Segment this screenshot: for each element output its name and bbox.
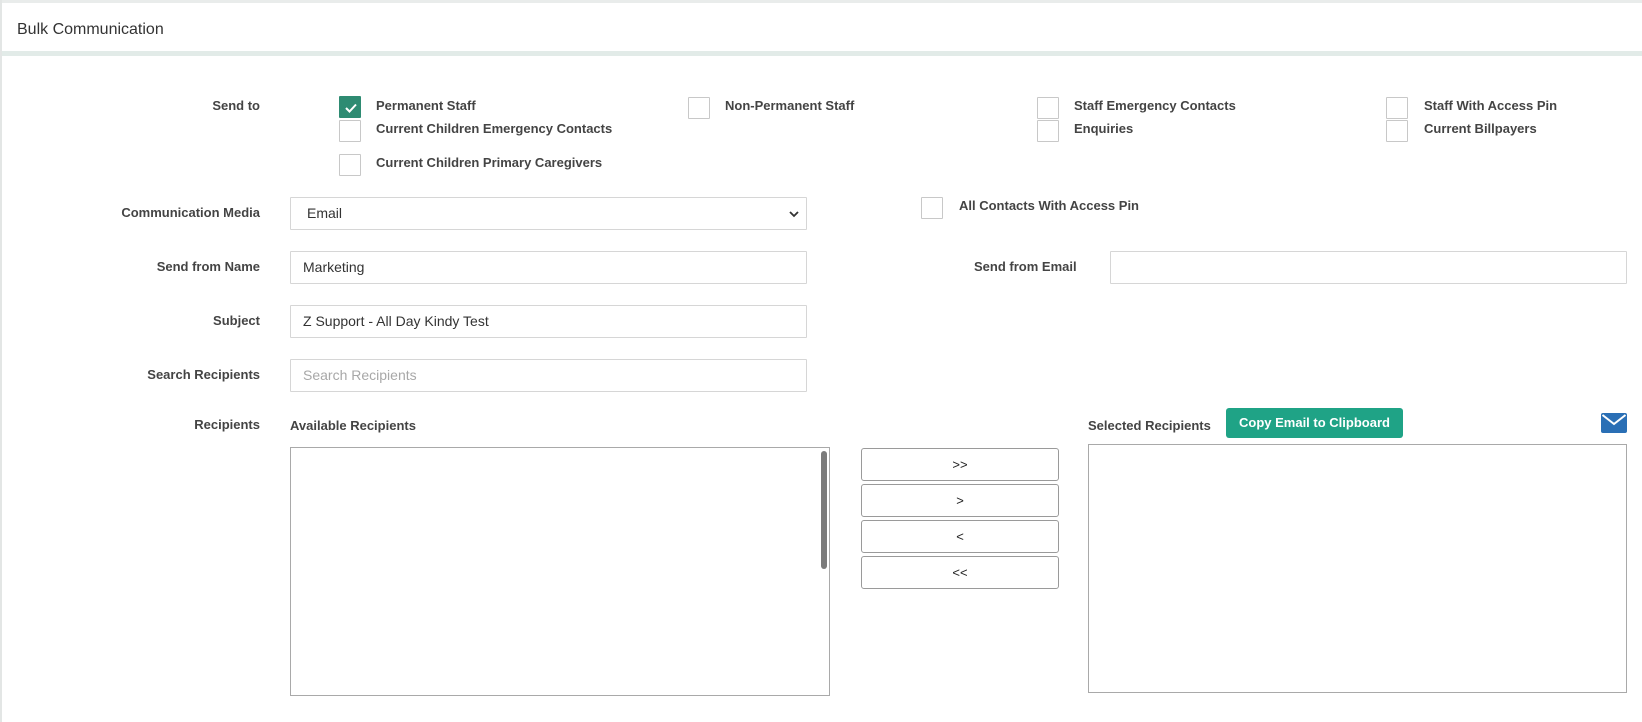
all-contacts-with-access-pin-checkbox[interactable] — [921, 197, 943, 219]
send-from-email-label: Send from Email — [974, 259, 1077, 274]
send-to-label: Send to — [212, 98, 260, 113]
non-permanent-staff-checkbox[interactable] — [688, 97, 710, 119]
enquiries-checkbox[interactable] — [1037, 120, 1059, 142]
chevron-down-icon — [788, 208, 800, 220]
move-all-left-button[interactable]: << — [861, 556, 1059, 589]
search-recipients-input[interactable]: Search Recipients — [290, 359, 807, 392]
communication-media-select[interactable] — [290, 197, 807, 230]
left-border — [0, 0, 2, 722]
current-children-primary-caregivers-label: Current Children Primary Caregivers — [376, 155, 603, 170]
selected-recipients-label: Selected Recipients — [1088, 418, 1211, 433]
permanent-staff-label: Permanent Staff — [376, 98, 476, 113]
current-children-primary-caregivers-checkbox[interactable] — [339, 154, 361, 176]
all-contacts-with-access-pin-label: All Contacts With Access Pin — [959, 198, 1139, 213]
permanent-staff-checkbox[interactable] — [339, 96, 361, 118]
communication-media-value: Email — [307, 205, 343, 221]
copy-email-to-clipboard-button[interactable]: Copy Email to Clipboard — [1226, 408, 1403, 438]
send-from-name-label: Send from Name — [156, 259, 260, 274]
selected-recipients-list[interactable] — [1088, 444, 1627, 693]
communication-media-label: Communication Media — [121, 205, 260, 220]
recipients-label: Recipients — [194, 417, 260, 432]
current-billpayers-checkbox[interactable] — [1386, 120, 1408, 142]
current-children-emergency-contacts-label: Current Children Emergency Contacts — [376, 121, 613, 136]
page-header — [2, 3, 1642, 56]
available-recipients-list[interactable] — [290, 447, 830, 696]
search-recipients-label: Search Recipients — [147, 367, 260, 382]
enquiries-label: Enquiries — [1074, 121, 1134, 136]
staff-with-access-pin-checkbox[interactable] — [1386, 97, 1408, 119]
current-billpayers-label: Current Billpayers — [1424, 121, 1537, 136]
staff-emergency-contacts-label: Staff Emergency Contacts — [1074, 98, 1236, 113]
scrollbar-thumb[interactable] — [821, 451, 827, 569]
staff-with-access-pin-label: Staff With Access Pin — [1424, 98, 1558, 113]
subject-label: Subject — [213, 313, 260, 328]
send-from-name-input[interactable]: Marketing — [290, 251, 807, 284]
checkmark-icon — [344, 101, 358, 115]
staff-emergency-contacts-checkbox[interactable] — [1037, 97, 1059, 119]
envelope-icon[interactable] — [1601, 413, 1627, 433]
page-title: Bulk Communication — [17, 21, 164, 38]
non-permanent-staff-label: Non-Permanent Staff — [725, 98, 855, 113]
current-children-emergency-contacts-checkbox[interactable] — [339, 120, 361, 142]
subject-input[interactable]: Z Support - All Day Kindy Test — [290, 305, 807, 338]
move-left-button[interactable]: < — [861, 520, 1059, 553]
move-all-right-button[interactable]: >> — [861, 448, 1059, 481]
available-recipients-label: Available Recipients — [290, 418, 416, 433]
send-from-email-input[interactable] — [1110, 251, 1627, 284]
move-right-button[interactable]: > — [861, 484, 1059, 517]
